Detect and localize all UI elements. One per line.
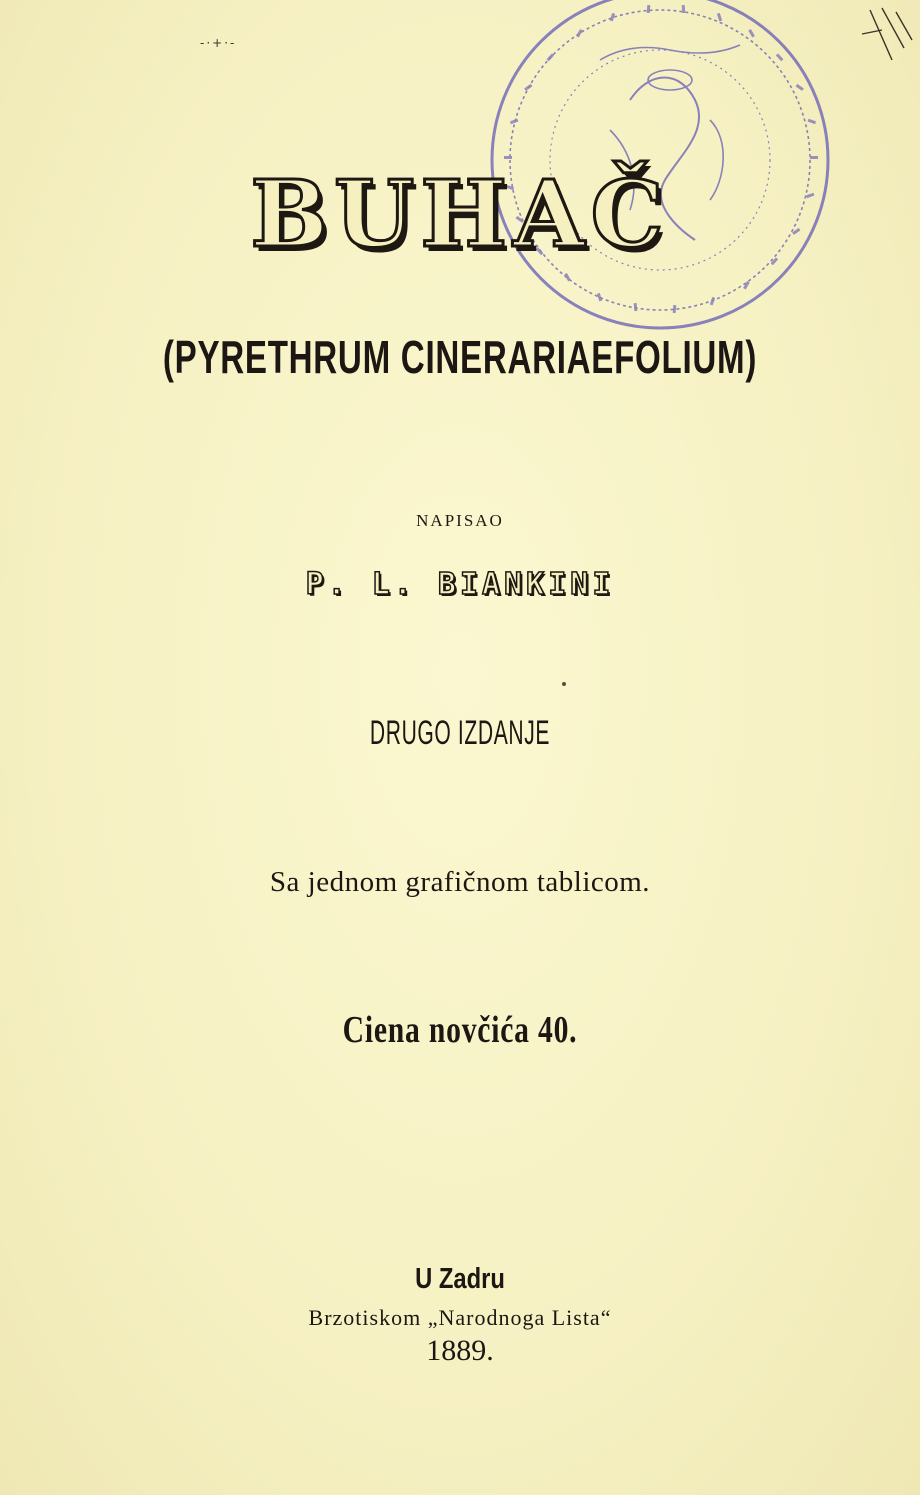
stray-dot [562, 682, 566, 686]
book-title: BUHAČ [250, 160, 670, 268]
price-label: Ciena novčića 40. [342, 1009, 578, 1051]
ornament-mark: -·+·- [200, 36, 237, 50]
plate-note: Sa jednom grafičnom tablicom. [269, 866, 651, 898]
book-subtitle: (PYRETHRUM CINERARIAEFOLIUM) [162, 331, 758, 383]
written-by-label: NAPISAO [416, 511, 504, 530]
author-name: P. L. BIANKINI [305, 567, 615, 602]
printer-name: Brzotiskom „Narodnoga Lista“ [308, 1305, 612, 1330]
publication-year: 1889. [426, 1334, 494, 1367]
publication-place: U Zadru [415, 1263, 505, 1295]
pencil-mark [852, 0, 920, 90]
edition-label: DRUGO IZDANJE [369, 714, 551, 752]
